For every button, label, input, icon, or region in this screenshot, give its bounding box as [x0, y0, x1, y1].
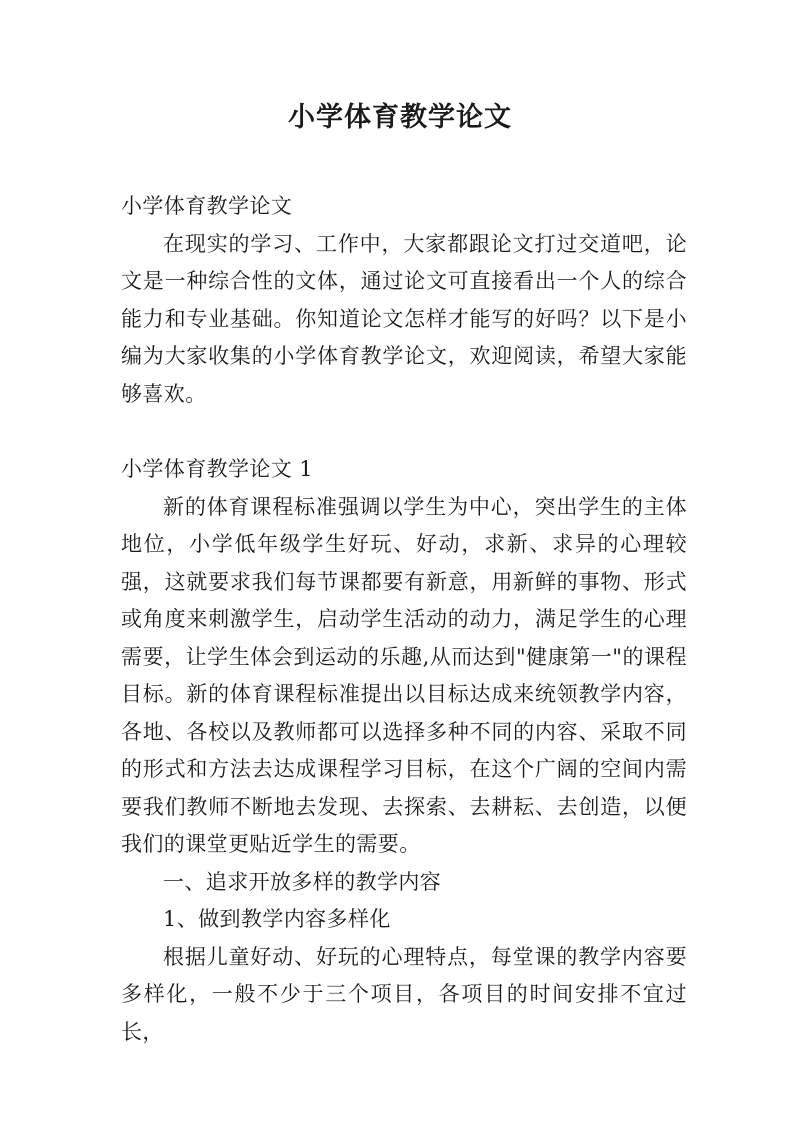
intro-heading: 小学体育教学论文	[121, 194, 293, 218]
section-1-paragraph: 新的体育课程标准强调以学生为中心，突出学生的主体地位，小学低年级学生好玩、好动，求新、求异的心理较强，这就要求我们每节课都要有新意，用新鲜的事物、形式或角度来刺激学生，启动学生活动的动力，满足学生的心理需要，让学生体会到运动的乐趣,从而达到"健康第一"的课程目标。新的体育课程标准提出以目标达成来统领教学内容，各地、各校以及教师都可以选择多种不同的内容、采取不同的形式和方法去达成课程学习目标，在这个广阔的空间内需要我们教师不断地去发现、去探索、去耕耘、去创造，以便我们的课堂更贴近学生的需要。	[121, 494, 687, 856]
section-1-subheading-2: 1、做到教学内容多样化	[163, 907, 391, 931]
document-title: 小学体育教学论文	[288, 102, 512, 133]
section-1	[121, 451, 687, 1051]
section-1-heading: 小学体育教学论文 1	[121, 457, 314, 481]
section-1-paragraph-2: 根据儿童好动、好玩的心理特点，每堂课的教学内容要多样化，一般不少于三个项目，各项目的时间安排不宜过长，	[121, 944, 687, 1044]
section-1-subheading-1: 一、追求开放多样的教学内容	[163, 869, 442, 894]
intro-paragraph: 在现实的学习、工作中，大家都跟论文打过交道吧，论文是一种综合性的文体，通过论文可直接看出一个人的综合能力和专业基础。你知道论文怎样才能写的好吗？以下是小编为大家收集的小学体育教学论文，欢迎阅读，希望大家能够喜欢。	[121, 231, 687, 406]
intro-section	[121, 188, 687, 413]
